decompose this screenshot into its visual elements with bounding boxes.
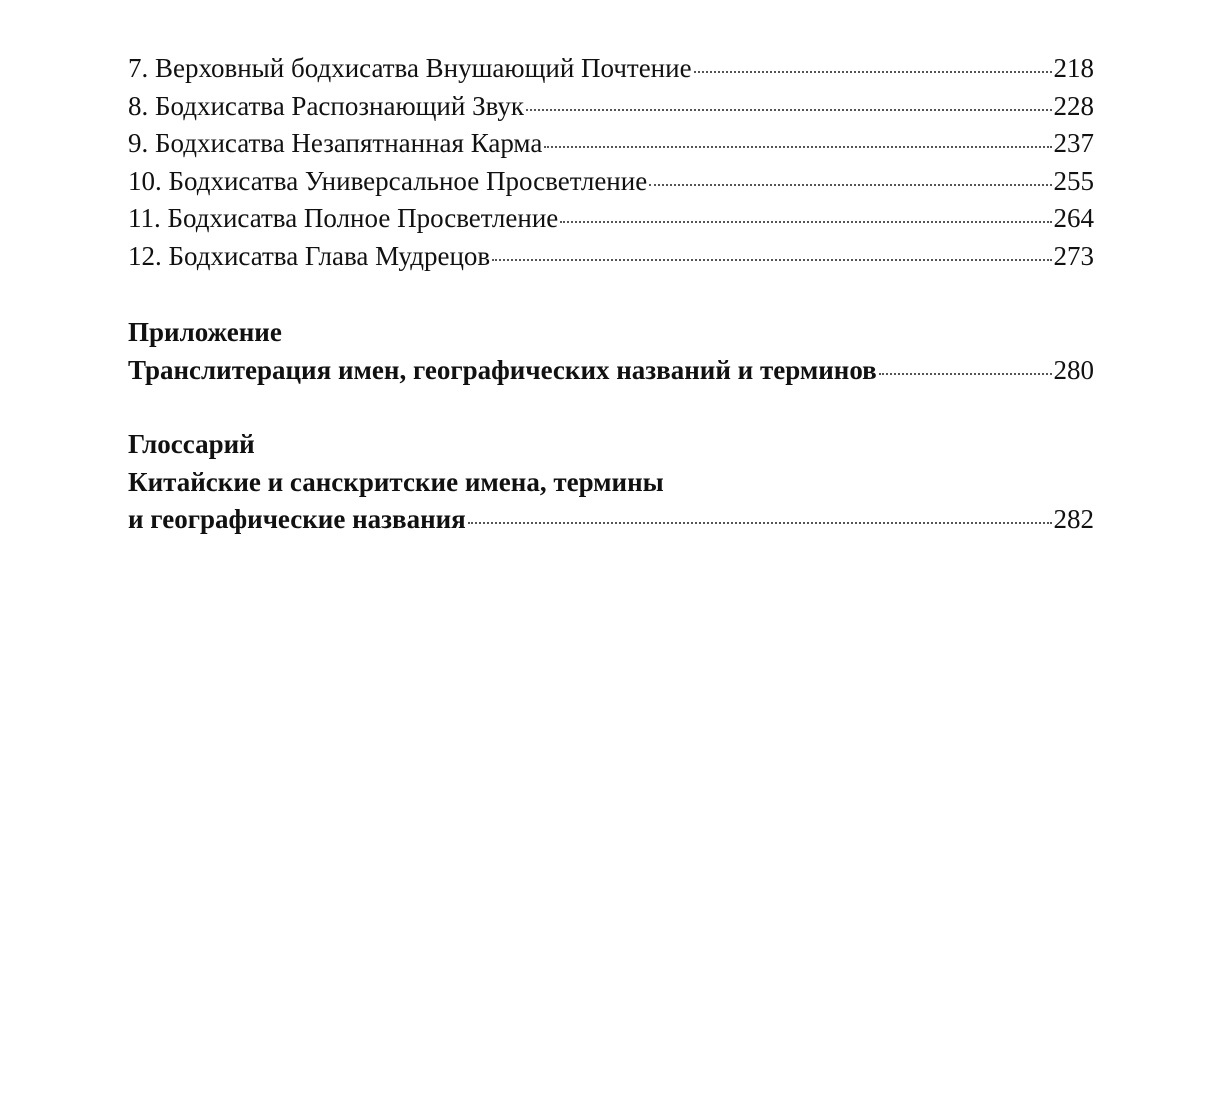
toc-entry-title: и географические названия <box>128 504 466 534</box>
toc-entry-page: 273 <box>1053 240 1094 271</box>
dot-leader <box>544 146 1051 148</box>
toc-entry-title: 7. Верховный бодхисатва Внушающий Почтение <box>128 53 692 83</box>
toc-entry-11 <box>128 200 1094 238</box>
dot-leader <box>879 373 1052 375</box>
glossary-section <box>128 426 1094 539</box>
dot-leader <box>492 259 1051 261</box>
toc-entry-7 <box>128 50 1094 88</box>
glossary-heading: Глоссарий <box>128 429 255 459</box>
dot-leader <box>649 184 1051 186</box>
toc-entry-page: 255 <box>1053 165 1094 196</box>
toc-entry-10 <box>128 163 1094 201</box>
appendix-section <box>128 314 1094 389</box>
toc-entry-title: 9. Бодхисатва Незапятнанная Карма <box>128 128 543 158</box>
toc-entry-page: 264 <box>1053 203 1094 233</box>
toc-entry-title: 11. Бодхисатва Полное Просветление <box>128 203 559 233</box>
toc-entry-8 <box>128 88 1094 126</box>
dot-leader <box>560 221 1051 223</box>
glossary-title-line: Китайские и санскритские имена, термины <box>128 466 664 497</box>
toc-entry-page: 237 <box>1053 128 1094 158</box>
toc-entry-12 <box>128 238 1094 276</box>
toc-entry-page: 228 <box>1053 90 1094 121</box>
toc-entry-page: 280 <box>1053 354 1094 385</box>
toc-entry-title: 8. Бодхисатва Распознающий Звук <box>128 90 525 121</box>
toc-entry-glossary <box>128 501 1094 539</box>
toc-entry-title: 12. Бодхисатва Глава Мудрецов <box>128 240 491 271</box>
dot-leader <box>468 522 1052 524</box>
toc-entry-page: 218 <box>1053 53 1094 83</box>
toc-entry-9 <box>128 125 1094 163</box>
dot-leader <box>526 109 1051 111</box>
dot-leader <box>694 71 1052 73</box>
chapter-list <box>128 50 1094 275</box>
toc-entry-title: 10. Бодхисатва Универсальное Просветление <box>128 165 648 196</box>
appendix-heading: Приложение <box>128 317 282 347</box>
toc-entry-title: Транслитерация имен, географических названий и терминов <box>128 354 877 385</box>
toc-entry-appendix <box>128 352 1094 390</box>
toc-entry-page: 282 <box>1053 504 1094 534</box>
